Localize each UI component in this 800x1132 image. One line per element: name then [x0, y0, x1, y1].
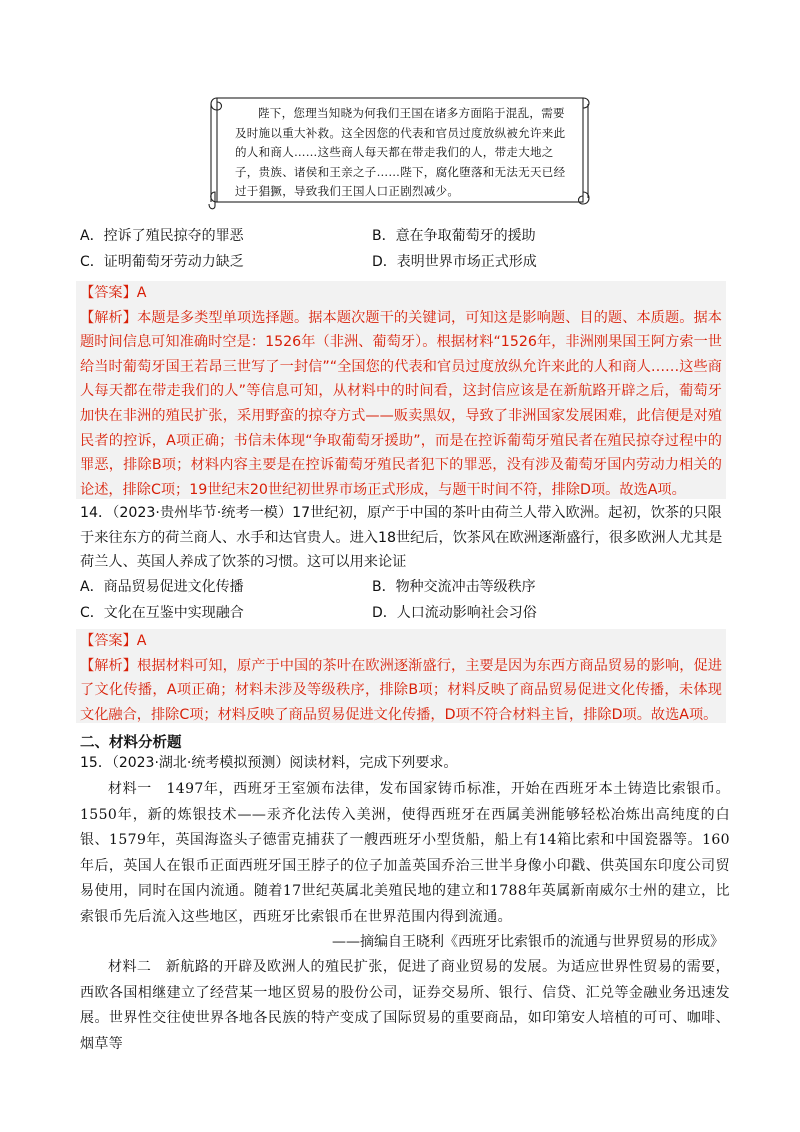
q13-option-d: D．表明世界市场正式形成	[372, 254, 537, 270]
q15-material-1	[80, 777, 730, 930]
material-scroll	[205, 92, 590, 210]
q14-option-a: A．商品贸易促进文化传播	[80, 579, 244, 595]
q14-analysis: 【解析】根据材料可知，原产于中国的茶叶在欧洲逐渐盛行，主要是因为东西方商品贸易的影响，促进了文化传播，A项正确；材料未涉及等级秩序，排除B项；材料反映了商品贸易促进文化传播，未体现文化融合，排除C项；材料反映了商品贸易促进文化传播，D项不符合材料主旨，排除D项。故选A项。	[80, 657, 722, 723]
q14-option-c: C．文化在互鉴中实现融合	[80, 605, 244, 621]
q13-analysis: 【解析】本题是多类型单项选择题。据本题次题干的关键词，可知这是影响题、目的题、本质题。据本题时间信息可知准确时空是：1526年（非洲、葡萄牙）。根据材料“1526年，非洲刚果国王阿方索一世给当时葡萄牙国王若昂三世写了一封信”“全国您的代表和官员过度放纵允许来此的人和商人……这些商人每天都在带走我们的人”等信息可知，从材料中的时间看，这封信应该是在新航路开辟之后，葡萄牙加快在非洲的殖民扩张，采用野蛮的掠夺方式——贩卖黑奴，导致了非洲国家发展困难，此信便是对殖民者的控诉，A项正确；书信未体现“争取葡萄牙援助”，而是在控诉葡萄牙殖民者在殖民掠夺过程中的罪恶，排除B项；材料内容主要是在控诉葡萄牙殖民者犯下的罪恶，没有涉及葡萄牙国内劳动力相关的论述，排除C项；19世纪末20世纪初世界市场正式形成，与题干时间不符，排除D项。故选A项。	[80, 309, 722, 498]
material-1-source: ——摘编自王晓利《西班牙比索银币的流通与世界贸易的形成》	[332, 934, 724, 950]
q14-option-d: D．人口流动影响社会习俗	[372, 605, 537, 621]
q15-material-2	[80, 955, 730, 1057]
scroll-text: 陛下，您理当知晓为何我们王国在诸多方面陷于混乱，需要及时施以重大补救。这全因您的代表和官员过度放纵被允许来此的人和商人……这些商人每天都在带走我们的人，带走大地之子，贵族、诸侯和王亲之子……陛下，腐化堕落和无法无天已经过于猖獗，导致我们王国人口正剧烈减少。	[235, 106, 566, 198]
material-1-text: 材料一 1497年，西班牙王室颁布法律，发布国家铸币标准，开始在西班牙本土铸造比索银币。1550年，新的炼银技术——汞齐化法传入美洲，使得西班牙在西属美洲能够轻松冶炼出高纯度的白银、1579年，英国海盗头子德雷克捕获了一艘西班牙小型货船，船上有14箱比索和中国瓷器等。160年后，英国人在银币正面西班牙国王脖子的位子加盖英国乔治三世半身像小印戳、供英国东印度公司贸易使用，同时在国内流通。随着17世纪英属北美殖民地的建立和1788年英属新南威尔士州的建立，比索银币先后流入这些地区，西班牙比索银币在世界范围内得到流通。	[80, 781, 730, 925]
section-title: 二、材料分析题	[80, 735, 182, 751]
q14-answer: 【答案】A	[80, 633, 147, 649]
q13-option-c: C．证明葡萄牙劳动力缺乏	[80, 254, 244, 270]
material-2-text: 材料二 新航路的开辟及欧洲人的殖民扩张，促进了商业贸易的发展。为适应世界性贸易的需要，西欧各国相继建立了经营某一地区贸易的股份公司，证券交易所、银行、信贷、汇兑等金融业务迅速发展。世界性交往使世界各地各民族的特产变成了国际贸易的重要商品，如印第安人培植的可可、咖啡、烟草等	[80, 959, 730, 1052]
q14-stem-text: 14．（2023·贵州毕节·统考一模）17世纪初，原产于中国的茶叶由荷兰人带入欧洲。起初，饮茶的只限于来往东方的荷兰商人、水手和达官贵人。进入18世纪后，饮茶风在欧洲逐渐盛行，很多欧洲人尤其是荷兰人、英国人养成了饮茶的习惯。这可以用来论证	[80, 505, 723, 571]
q15-stem: 15．（2023·湖北·统考模拟预测）阅读材料，完成下列要求。	[80, 755, 458, 771]
q13-answer: 【答案】A	[80, 285, 147, 301]
q13-answer-block	[76, 281, 726, 499]
q13-option-b: B．意在争取葡萄牙的援助	[372, 228, 536, 244]
q14-answer-block	[76, 629, 726, 723]
q14-stem	[80, 501, 730, 575]
q13-option-a: A．控诉了殖民掠夺的罪恶	[80, 228, 244, 244]
q14-option-b: B．物种交流冲击等级秩序	[372, 579, 536, 595]
